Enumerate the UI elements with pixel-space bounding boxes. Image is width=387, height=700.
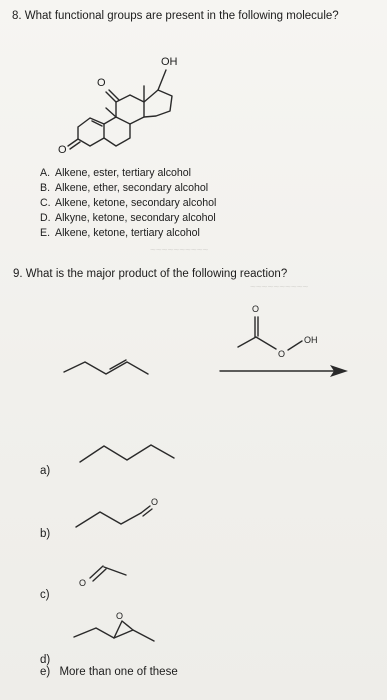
option-e-label: e) <box>40 666 51 678</box>
option-d-label[interactable]: d) <box>40 654 51 666</box>
q8-choice-b[interactable]: B. Alkene, ether, secondary alcohol <box>40 182 209 194</box>
q8-choice-d[interactable]: D. Alkyne, ketone, secondary alcohol <box>40 212 216 224</box>
option-b-label[interactable]: b) <box>40 528 51 540</box>
option-e-text: More than one of these <box>59 666 178 678</box>
q8-choice-e[interactable]: E. Alkene, ketone, tertiary alcohol <box>40 227 200 239</box>
bleed-through-text: ~~~~~~~~~~ <box>150 245 209 256</box>
option-c-oxygen: O <box>79 578 87 588</box>
option-b-structure <box>76 512 141 527</box>
bleed-through-text: ~~~~~~~~~~ <box>250 282 309 293</box>
option-e[interactable] <box>40 666 178 678</box>
option-d-oxygen: O <box>116 611 124 621</box>
option-d-epoxide-ring <box>114 621 133 638</box>
option-c-label[interactable]: c) <box>40 589 50 601</box>
option-a-label[interactable]: a) <box>40 465 51 477</box>
hydroxyl-label: OH <box>161 56 178 68</box>
option-c-double-bond <box>90 566 103 578</box>
carbonyl-oxygen-top: O <box>97 77 106 89</box>
q8-choice-c[interactable]: C. Alkene, ketone, secondary alcohol <box>40 197 217 209</box>
reagent-ether-oxygen: O <box>278 349 286 359</box>
reagent-hydroxyl: OH <box>304 335 318 345</box>
question-8-title: 8. What functional groups are present in the following molecule? <box>12 10 339 22</box>
option-d-structure <box>74 628 154 641</box>
question-9-title: 9. What is the major product of the following reaction? <box>13 268 288 280</box>
carbonyl-oxygen-left: O <box>58 144 67 156</box>
option-a-structure <box>80 445 174 462</box>
reactant-alkene <box>64 362 148 374</box>
option-c-double-bond <box>93 569 106 581</box>
option-b-oxygen: O <box>151 497 159 507</box>
reagent-oo-bond <box>288 341 302 350</box>
reagent-chain <box>238 337 276 349</box>
option-c-structure <box>104 567 126 575</box>
reagent-carbonyl-oxygen: O <box>252 304 260 314</box>
q8-choice-a[interactable]: A. Alkene, ester, tertiary alcohol <box>40 167 192 179</box>
